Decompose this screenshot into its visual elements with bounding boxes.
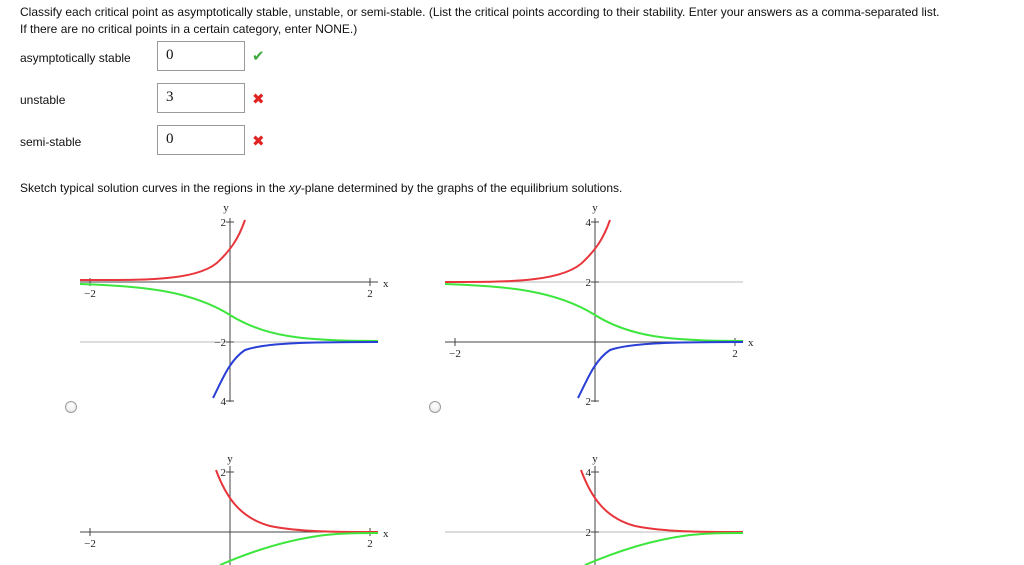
y-tick-label: −2 — [214, 337, 226, 349]
lower-solution-curve — [213, 342, 378, 398]
y-tick-label: 4 — [585, 217, 591, 229]
asymptotically-stable-input[interactable]: 0 — [157, 41, 245, 71]
direction-plot-3 — [80, 452, 400, 565]
label-semi-stable: semi-stable — [20, 135, 82, 149]
middle-solution-curve — [445, 284, 743, 341]
direction-plot-4 — [445, 452, 765, 565]
cross-icon: ✖ — [252, 91, 265, 108]
sketch-prompt-xy: xy — [288, 181, 301, 195]
direction-plot-2 — [445, 200, 765, 410]
upper-solution-curve — [80, 220, 245, 280]
x-tick-label: −2 — [84, 538, 96, 550]
question-line-2: If there are no critical points in a certain category, enter NONE.) — [20, 22, 358, 36]
y-axis-label: y — [592, 202, 598, 214]
y-tick-label: 4 — [220, 396, 226, 408]
radio-option-2[interactable] — [429, 401, 441, 413]
upper-solution-curve — [445, 220, 610, 282]
y-axis-label: y — [223, 202, 229, 214]
radio-option-1[interactable] — [65, 401, 77, 413]
x-tick-label: −2 — [84, 288, 96, 300]
upper-solution-curve — [581, 470, 743, 532]
unstable-input[interactable]: 3 — [157, 83, 245, 113]
y-axis-label: y — [227, 453, 233, 465]
lower-solution-curve — [585, 533, 743, 565]
upper-solution-curve — [216, 470, 378, 532]
y-tick-label: 2 — [585, 527, 591, 539]
label-unstable: unstable — [20, 93, 66, 107]
x-tick-label: 2 — [732, 348, 738, 360]
x-tick-label: 2 — [367, 538, 373, 550]
y-tick-label: 2 — [585, 396, 591, 408]
question-line-1: Classify each critical point as asymptotically stable, unstable, or semi-stable. (List the critical points according to their stability. Enter your answers as a comma-separated list. — [20, 5, 940, 19]
x-axis-label: x — [748, 337, 754, 349]
y-tick-label: 2 — [220, 217, 226, 229]
y-axis-label: y — [592, 453, 598, 465]
y-tick-label: 2 — [220, 467, 226, 479]
lower-solution-curve — [578, 342, 743, 398]
x-tick-label: −2 — [449, 348, 461, 360]
direction-plot-1 — [80, 200, 400, 410]
x-tick-label: 2 — [367, 288, 373, 300]
middle-solution-curve — [80, 284, 378, 341]
question-text — [20, 4, 1020, 38]
label-asymptotically-stable: asymptotically stable — [20, 51, 131, 65]
lower-solution-curve — [220, 533, 378, 565]
x-axis-label: x — [383, 278, 389, 290]
sketch-prompt — [20, 181, 622, 195]
check-icon: ✔ — [252, 48, 265, 65]
y-tick-label: 2 — [585, 277, 591, 289]
sketch-prompt-end: -plane determined by the graphs of the equilibrium solutions. — [300, 181, 623, 195]
semi-stable-input[interactable]: 0 — [157, 125, 245, 155]
cross-icon: ✖ — [252, 133, 265, 150]
y-tick-label: 4 — [585, 467, 591, 479]
x-axis-label: x — [383, 528, 389, 540]
sketch-prompt-start: Sketch typical solution curves in the regions in the — [20, 181, 289, 195]
